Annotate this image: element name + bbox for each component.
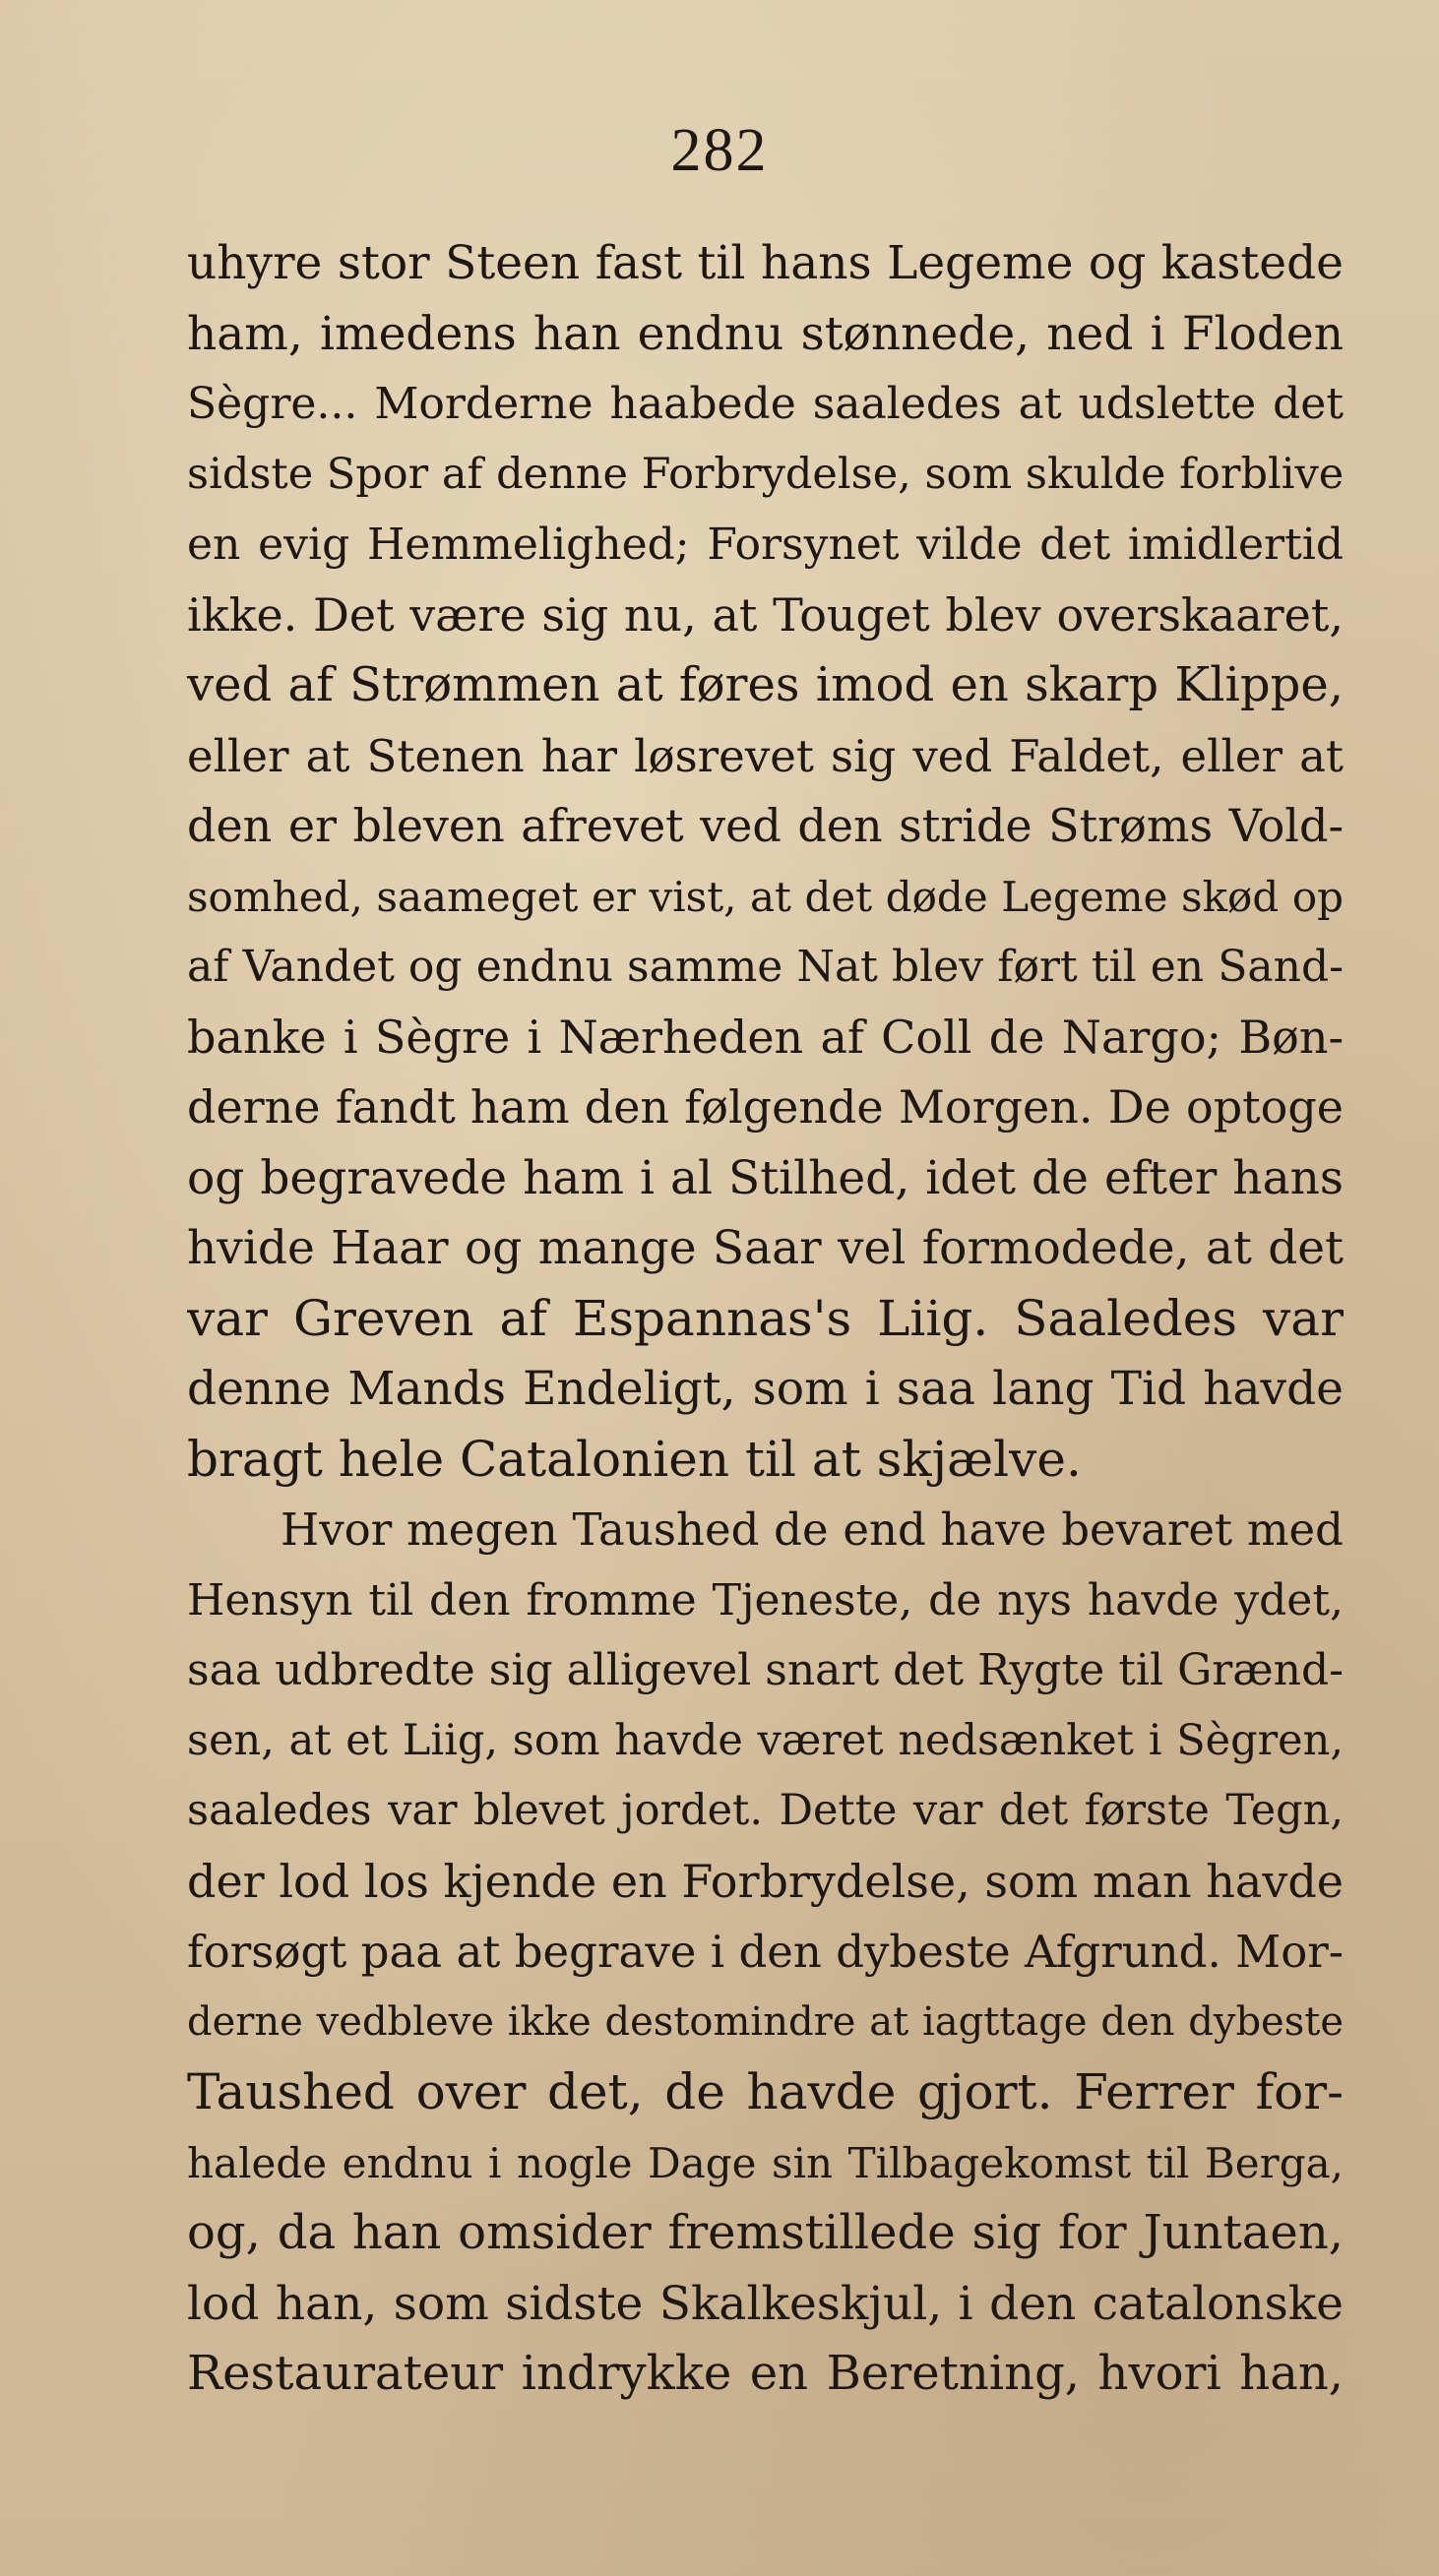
text-line: var Greven af Espannas's Liig. Saaledes var (187, 1289, 1344, 1347)
text-line: uhyre stor Steen fast til hans Legeme og kastede (187, 236, 1344, 290)
page-number: 282 (670, 117, 769, 184)
text-line: Taushed over det, de havde gjort. Ferrer for- (187, 2063, 1344, 2120)
text-line: og, da han omsider fremstillede sig for Juntaen, (187, 2205, 1344, 2260)
text-line: ham, imedens han endnu stønnede, ned i Floden (187, 306, 1344, 361)
body-text (187, 228, 1344, 2410)
text-line: banke i Sègre i Nærheden af Coll de Nargo; Bøn- (187, 1010, 1344, 1064)
text-line: derne fandt ham den følgende Morgen. De optoge (187, 1080, 1344, 1134)
text-line: lod han, som sidste Skalkeskjul, i den catalonske (187, 2276, 1344, 2331)
text-line: den er bleven afrevet ved den stride Strøms Vold- (187, 799, 1344, 852)
text-line: forsøgt paa at begrave i den dybeste Afgrund. Mor- (187, 1926, 1344, 1978)
text-line: der lod los kjende en Forbrydelse, som man havde (187, 1854, 1344, 1908)
text-line: derne vedbleve ikke destomindre at iagttage den dybeste (187, 1998, 1344, 2045)
text-line: denne Mands Endeligt, som i saa lang Tid havde (187, 1362, 1344, 1416)
text-line: Hensyn til den fromme Tjeneste, de nys havde ydet, (187, 1574, 1344, 1625)
text-line: sidste Spor af denne Forbrydelse, som skulde forblive (187, 449, 1344, 499)
text-line: somhed, saameget er vist, at det døde Legeme skød op (187, 872, 1344, 921)
text-line: eller at Stenen har løsrevet sig ved Faldet, eller at (187, 729, 1344, 782)
text-line: og begravede ham i al Stilhed, idet de efter hans (187, 1150, 1344, 1205)
text-line: halede endnu i nogle Dage sin Tilbagekomst til Berga, (187, 2138, 1344, 2187)
text-line: saaledes var blevet jordet. Dette var det første Tegn, (187, 1786, 1344, 1835)
text-line: af Vandet og endnu samme Nat blev ført til en Sand- (187, 942, 1344, 992)
paragraph-start-line: Hvor megen Taushed de end have bevaret med (281, 1503, 1344, 1556)
text-line: sen, at et Liig, som havde været nedsænket i Sègren, (187, 1715, 1344, 1765)
text-line: en evig Hemmelighed; Forsynet vilde det imidlertid (187, 520, 1344, 570)
text-line: Sègre... Morderne haabede saaledes at udslette det (187, 379, 1344, 429)
text-line: ikke. Det være sig nu, at Touget blev overskaaret, (187, 587, 1344, 642)
text-line: Restaurateur indrykke en Beretning, hvori han, (187, 2346, 1344, 2401)
text-line: hvide Haar og mange Saar vel formodede, at det (187, 1221, 1344, 1275)
text-line: saa udbredte sig alligevel snart det Rygte til Grænd- (187, 1645, 1344, 1695)
text-line: ved af Strømmen at føres imod en skarp Klippe, (187, 657, 1344, 712)
paragraph-end-line: bragt hele Catalonien til at skjælve. (187, 1430, 1082, 1488)
